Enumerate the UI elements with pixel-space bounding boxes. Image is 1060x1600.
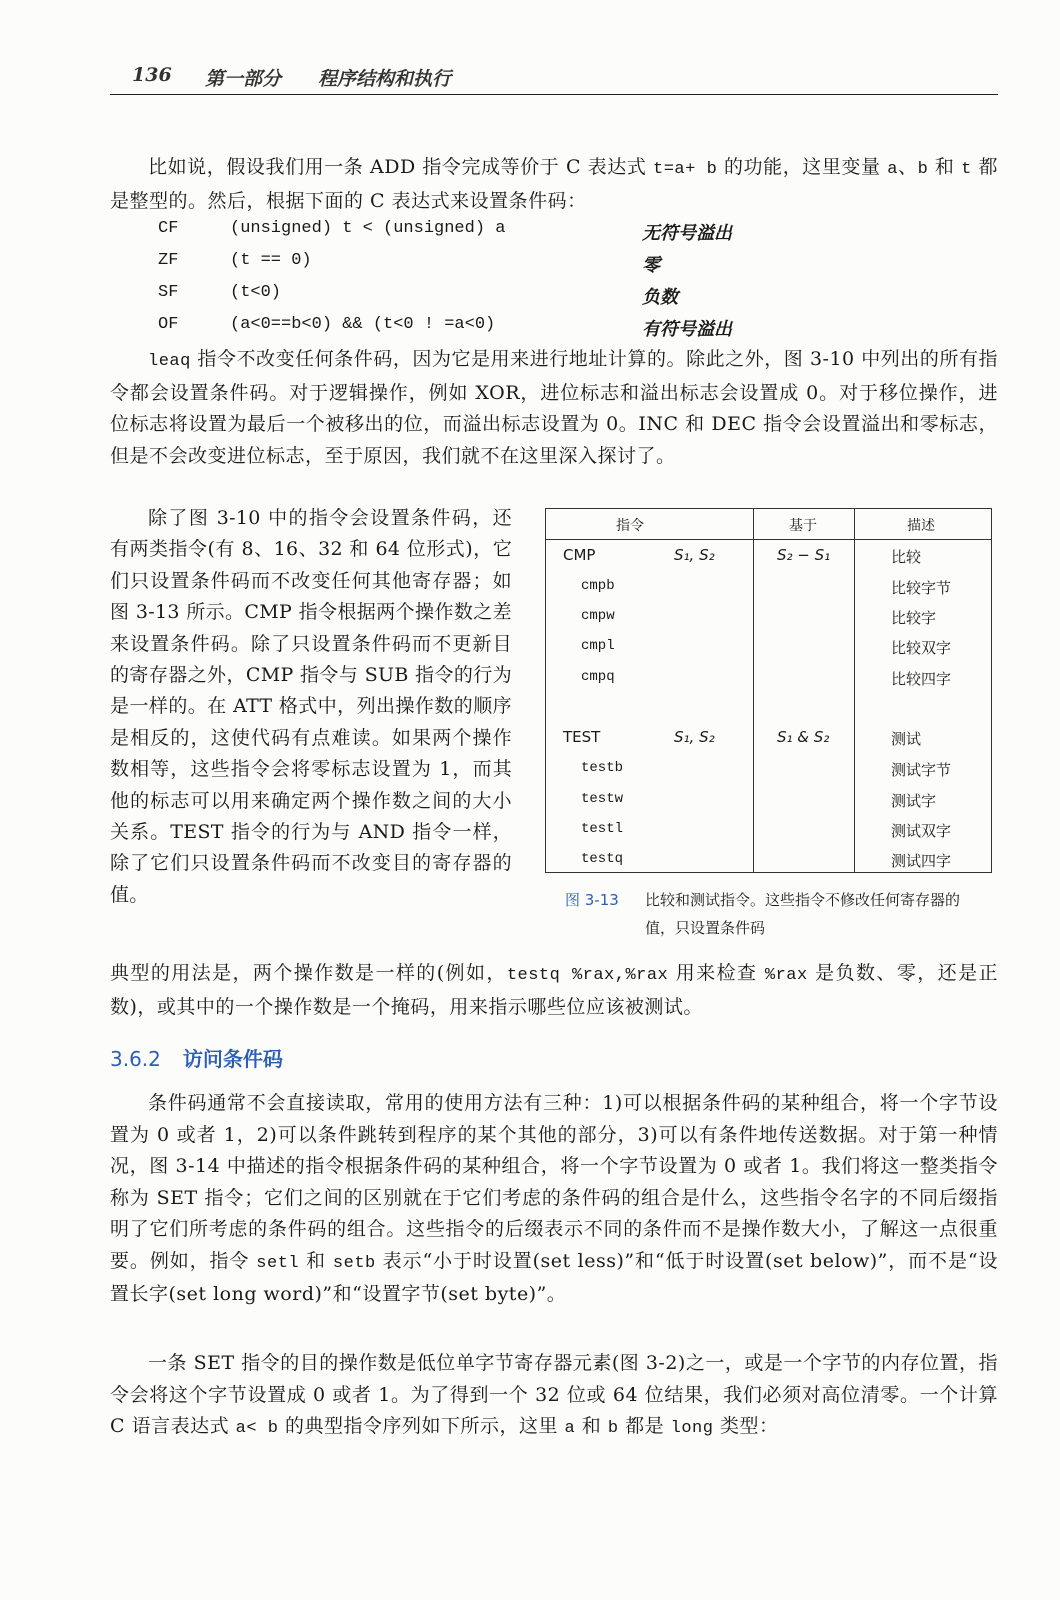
group-description: 比较: [891, 548, 922, 566]
paragraph-intro: 比如说，假设我们用一条 ADD 指令完成等价于 C 表达式 t=a+ b 的功能，这里变量 a、b 和 t 都是整型的。然后，根据下面的 C 表达式来设置条件码：: [110, 156, 998, 212]
figure-3-13-table: [545, 508, 992, 873]
header-instruction: 指令: [616, 518, 644, 534]
cc-row-1: [158, 247, 798, 279]
section-title: 访问条件码: [182, 1047, 283, 1071]
paragraph-test-usage: 典型的用法是，两个操作数是一样的(例如，testq %rax,%rax 用来检查 %rax 是负数、零，还是正数)，或其中的一个操作数是一个掩码，用来指示哪些位应该被测试。: [110, 962, 999, 1018]
group-operands: S₁, S₂: [674, 728, 715, 746]
header-based-on: 基于: [789, 518, 817, 534]
group-basis: S₂ − S₁: [777, 546, 831, 564]
group-operands: S₁, S₂: [674, 546, 715, 564]
figure-label: 图 3-13: [565, 891, 619, 909]
variant-name: testq: [581, 851, 624, 867]
variant-description: 比较四字: [891, 670, 952, 688]
variant-name: cmpq: [581, 669, 615, 685]
variant-name: testw: [581, 791, 624, 807]
cc-description: 负数: [642, 287, 678, 308]
variant-description: 比较字节: [891, 579, 952, 597]
section-heading: [110, 1043, 283, 1072]
variant-name: testl: [581, 821, 624, 837]
variant-name: cmpl: [581, 638, 615, 654]
header-description: 描述: [907, 518, 935, 534]
variant-name: cmpw: [581, 608, 615, 624]
section-number: 3.6.2: [110, 1047, 161, 1071]
cc-expression: (unsigned) t < (unsigned) a: [230, 219, 506, 238]
page-header: [110, 62, 998, 95]
cc-flag: OF: [158, 315, 179, 334]
paragraph-leaq: leaq 指令不改变任何条件码，因为它是用来进行地址计算的。除此之外，图 3-10 中列出的所有指令都会设置条件码。对于逻辑操作，例如 XOR，进位标志和溢出标志会设置成 0。对于移位操作，进位标志将设置为最后一个被移出的位，而溢出标志设置为 0。INC 和 DEC 指令会设置溢出和零标志，但是不会改变进位标志，至于原因，我们就不在这里深入探讨了。: [110, 348, 998, 467]
variant-description: 测试四字: [891, 852, 952, 870]
cc-description: 零: [642, 255, 660, 276]
variant-description: 比较字: [891, 609, 937, 627]
cc-flag: CF: [158, 219, 179, 238]
paragraph-cmp-test: 除了图 3-10 中的指令会设置条件码，还有两类指令(有 8、16、32 和 64 位形式)，它们只设置条件码而不改变任何其他寄存器；如图 3-13 所示。CMP 指令根据两个操作数之差来设置条件码。除了只设置条件码而不更新目的寄存器之外，CMP 指令与 SUB 指令的行为是一样的。在 ATT 格式中，列出操作数的顺序是相反的，这使代码有点难读。如果两个操作数相等，这些指令会将零标志设置为 1，而其他的标志可以用来确定两个操作数之间的大小关系。TEST 指令的行为与 AND 指令一样，除了它们只设置条件码而不改变目的寄存器的值。: [110, 507, 512, 906]
variant-name: testb: [581, 760, 624, 776]
cc-expression: (a<0==b<0) && (t<0 ! =a<0): [230, 315, 496, 334]
condition-code-list: [158, 215, 798, 343]
variant-name: cmpb: [581, 578, 615, 594]
cc-description: 无符号溢出: [642, 223, 732, 244]
cc-row-3: [158, 311, 798, 343]
variant-description: 测试字: [891, 792, 937, 810]
part-label: 第一部分: [205, 68, 282, 90]
variant-description: 测试双字: [891, 822, 952, 840]
cc-expression: (t == 0): [230, 251, 312, 270]
cc-flag: ZF: [158, 251, 179, 270]
group-description: 测试: [891, 730, 922, 748]
paragraph-set-instr: 一条 SET 指令的目的操作数是低位单字节寄存器元素(图 3-2)之一，或是一个字节的内存位置，指令会将这个字节设置成 0 或者 1。为了得到一个 32 位或 64 位结果，我们必须对高位清零。一个计算 C 语言表达式 a< b 的典型指令序列如下所示，这里 a 和 b 都是 long 类型：: [110, 1352, 998, 1438]
cc-row-0: [158, 215, 798, 247]
cc-flag: SF: [158, 283, 179, 302]
chapter-title: 程序结构和执行: [318, 68, 452, 90]
group-basis: S₁ & S₂: [777, 728, 830, 746]
group-name: TEST: [563, 728, 601, 746]
page-number: 136: [132, 64, 172, 86]
cc-row-2: [158, 279, 798, 311]
cc-expression: (t<0): [230, 283, 282, 302]
cc-description: 有符号溢出: [642, 319, 732, 340]
variant-description: 比较双字: [891, 639, 952, 657]
figure-caption-text: 比较和测试指令。这些指令不修改任何寄存器的值，只设置条件码: [645, 891, 961, 937]
paragraph-access-cc: 条件码通常不会直接读取，常用的使用方法有三种：1)可以根据条件码的某种组合，将一个字节设置为 0 或者 1，2)可以条件跳转到程序的某个其他的部分，3)可以有条件地传送数据。对于第一种情况，图 3-14 中描述的指令根据条件码的某种组合，将一个字节设置为 0 或者 1。我们将这一整类指令称为 SET 指令；它们之间的区别就在于它们考虑的条件码的组合是什么，这些指令名字的不同后缀指明了它们所考虑的条件码的组合。这些指令的后缀表示不同的条件而不是操作数大小，了解这一点很重要。例如，指令 setl 和 setb 表示“小于时设置(set less)”和“低于时设置(set below)”，而不是“设置长字(set long word)”和“设置字节(set byte)”。: [110, 1092, 998, 1305]
group-name: CMP: [563, 546, 596, 564]
variant-description: 测试字节: [891, 761, 952, 779]
